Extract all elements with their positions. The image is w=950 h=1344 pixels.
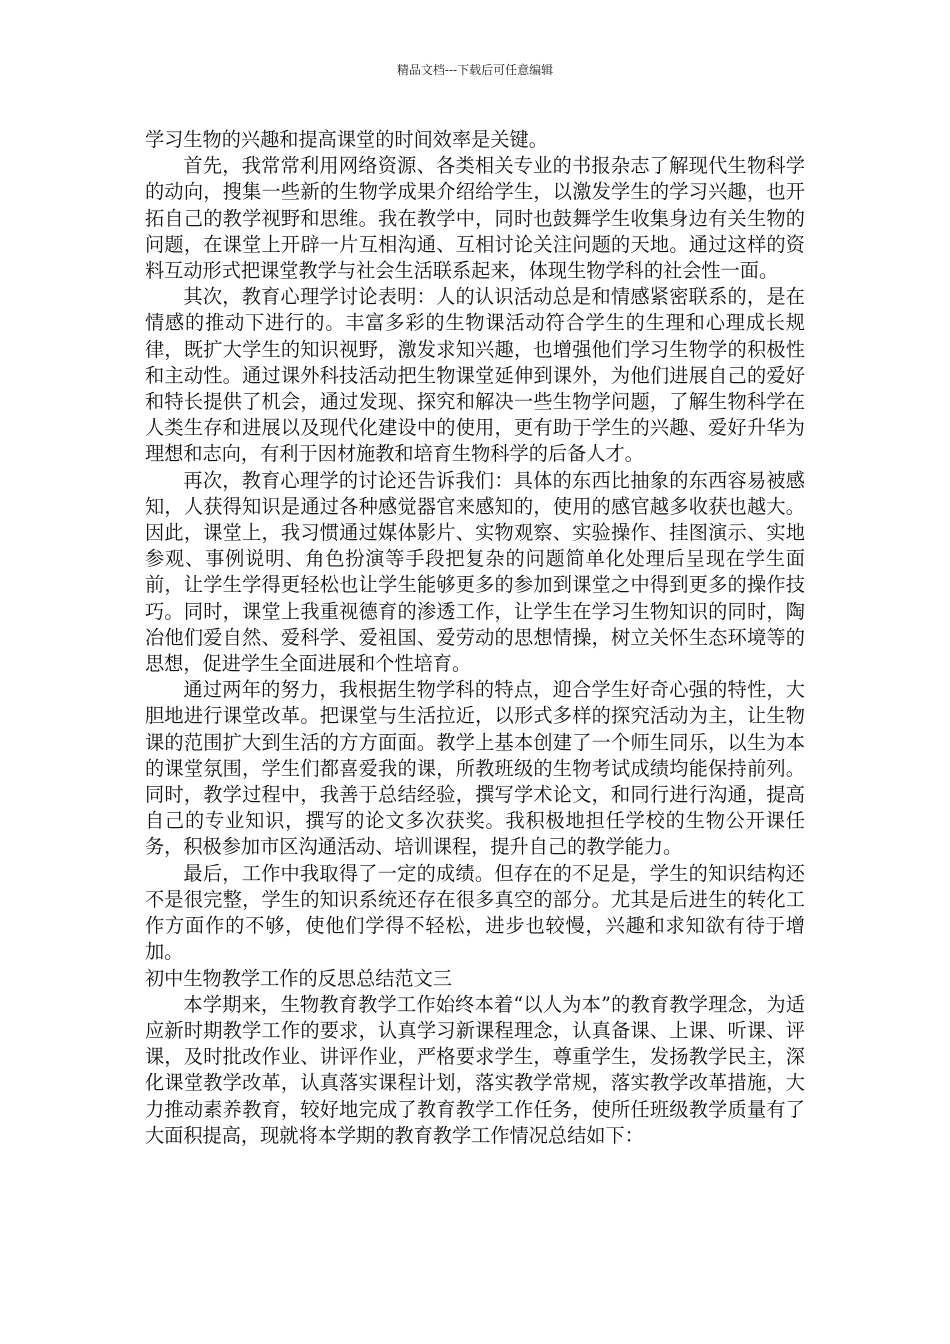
paragraph-third: 再次，教育心理学的讨论还告诉我们：具体的东西比抽象的东西容易被感知，人获得知识是通过各种感觉器官来感知的，使用的感官越多收获也越大。因此，课堂上，我习惯通过媒体影片、实物观察、实验操作、挂图演示、实地参观、事例说明、角色扮演等手段把复杂的问题简单化处理后呈现在学生面前，让学生学得更轻松也让学生能够更多的参加到课堂之中得到更多的操作技巧。同时，课堂上我重视德育的渗透工作，让学生在学习生物知识的同时，陶冶他们爱自然、爱科学、爱祖国、爱劳动的思想情操，树立关怀生态环境等的思想，促进学生全面进展和个性培育。 [145, 468, 805, 676]
paragraph-intro-continuation: 学习生物的兴趣和提高课堂的时间效率是关键。 [145, 128, 548, 151]
paragraph-first: 首先，我常常利用网络资源、各类相关专业的书报杂志了解现代生物科学的动向，搜集一些新的生物学成果介绍给学生，以激发学生的学习兴趣，也开拓自己的教学视野和思维。我在教学中，同时也鼓舞学生收集身边有关生物的问题，在课堂上开辟一片互相沟通、互相讨论关注问题的天地。通过这样的资料互动形式把课堂教学与社会生活联系起来，体现生物学科的社会性一面。 [145, 154, 805, 283]
paragraph-semester: 本学期来，生物教育教学工作始终本着“以人为本”的教育教学理念，为适应新时期教学工作的要求，认真学习新课程理念，认真备课、上课、听课、评课，及时批改作业、讲评作业，严格要求学生，尊重学生，发扬教学民主，深化课堂教学改革，认真落实课程计划，落实教学常规，落实教学改革措施，大力推动素养教育，较好地完成了教育教学工作任务，使所任班级教学质量有了大面积提高，现就将本学期的教育教学工作情况总结如下： [145, 992, 805, 1147]
paragraph-second: 其次，教育心理学讨论表明：人的认识活动总是和情感紧密联系的，是在情感的推动下进行的。丰富多彩的生物课活动符合学生的生理和心理成长规律，既扩大学生的知识视野，激发求知兴趣，也增强他们学习生物学的积极性和主动性。通过课外科技活动把生物课堂延伸到课外，为他们进展自己的爱好和特长提供了机会，通过发现、探究和解决一些生物学问题，了解生物科学在人类生存和进展以及现代化建设中的使用，更有助于学生的兴趣、爱好升华为理想和志向，有利于因材施教和培育生物科学的后备人才。 [145, 285, 805, 466]
section-heading: 初中生物教学工作的反思总结范文三 [145, 966, 452, 990]
paragraph-finally: 最后，工作中我取得了一定的成绩。但存在的不足是，学生的知识结构还不是很完整，学生的知识系统还存在很多真空的部分。尤其是后进生的转化工作方面作的不够，使他们学得不轻松，进步也较慢，兴趣和求知欲有待于增加。 [145, 861, 805, 964]
paragraph-two-years: 通过两年的努力，我根据生物学科的特点，迎合学生好奇心强的特性，大胆地进行课堂改革。把课堂与生活拉近，以形式多样的探究活动为主，让生物课的范围扩大到生活的方方面面。教学上基本创建了一个师生同乐，以生为本的课堂氛围，学生们都喜爱我的课，所教班级的生物考试成绩均能保持前列。同时，教学过程中，我善于总结经验，撰写学术论文，和同行进行沟通，提高自己的专业知识，撰写的论文多次获奖。我积极地担任学校的生物公开课任务，积极参加市区沟通活动、培训课程，提升自己的教学能力。 [145, 678, 805, 859]
document-body [145, 127, 805, 1149]
page-header: 精品文档---下载后可任意编辑 [396, 63, 554, 77]
